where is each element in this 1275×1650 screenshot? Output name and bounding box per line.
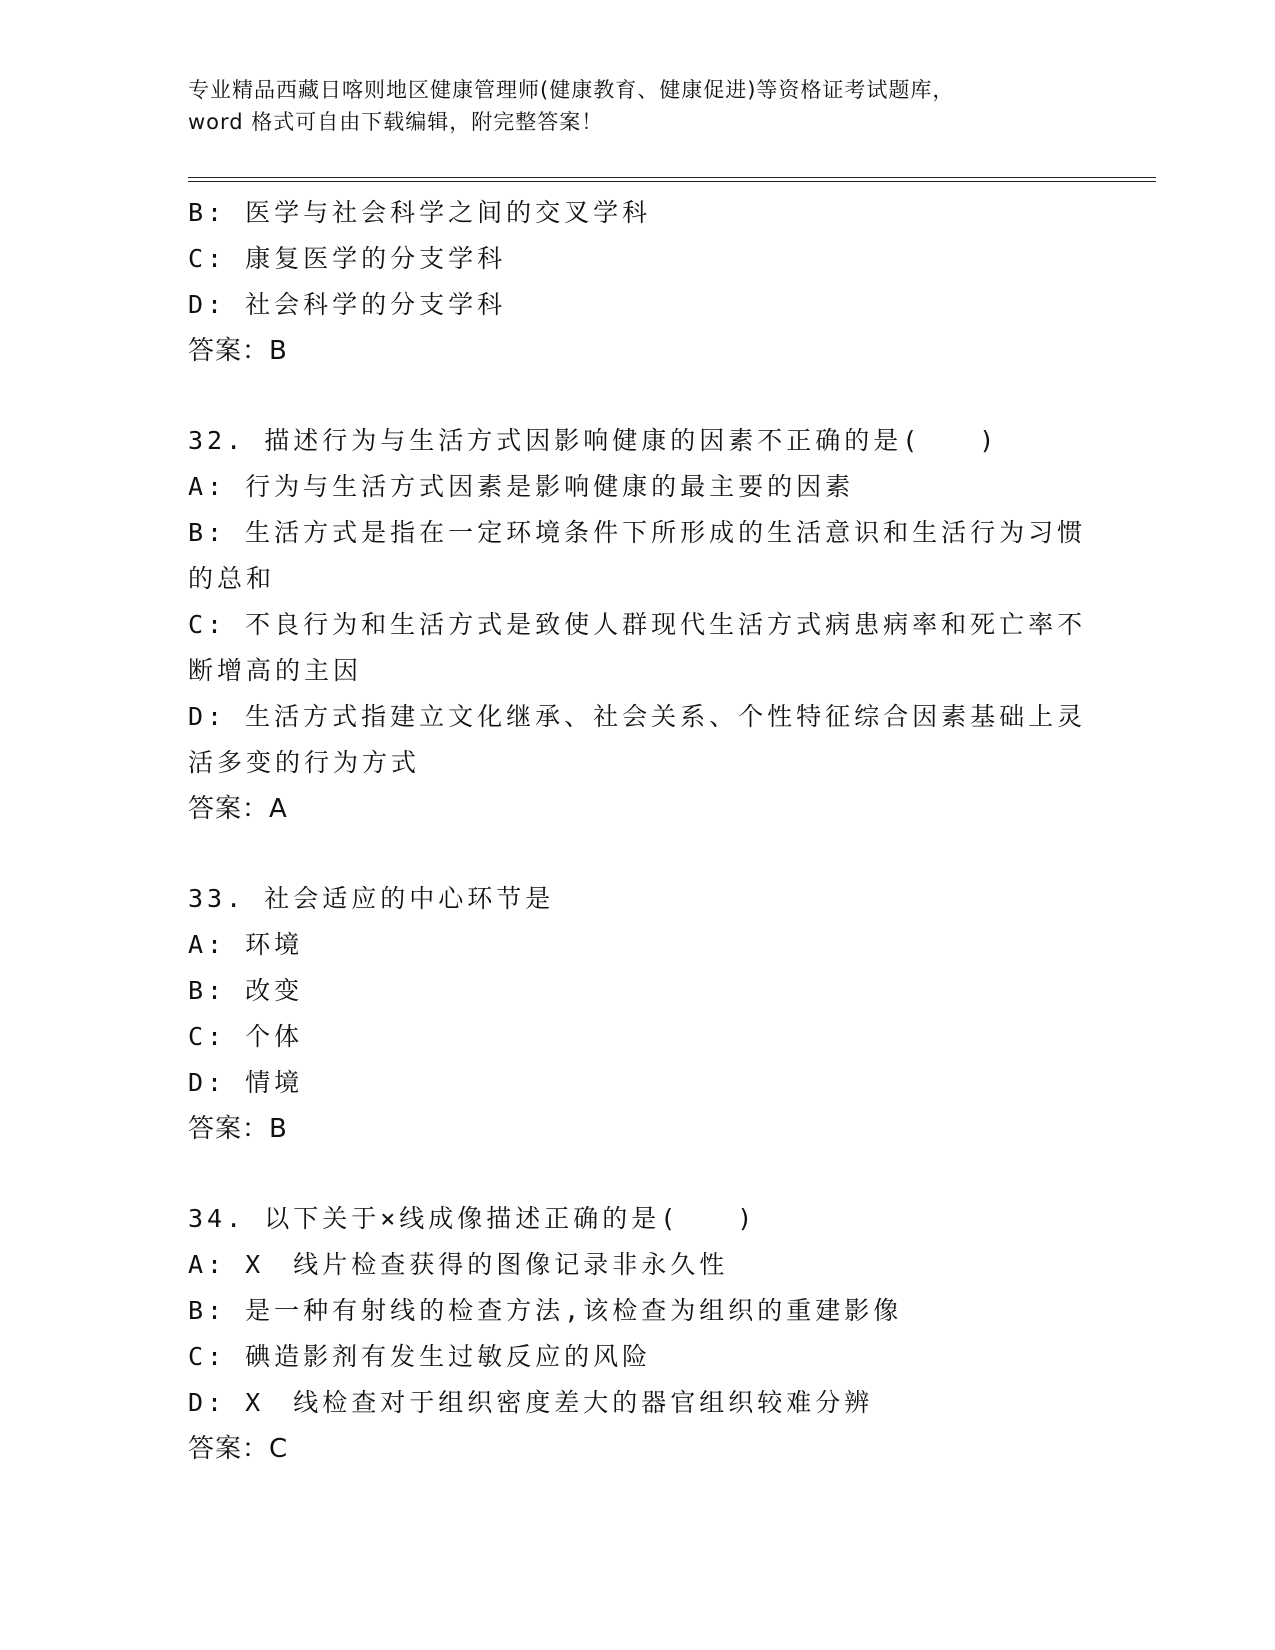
- q32-option-c-line-1: C: 不良行为和生活方式是致使人群现代生活方式病患病率和死亡率不: [188, 610, 1087, 639]
- q33-answer: 答案：B: [188, 1114, 288, 1144]
- q32-answer: 答案：A: [188, 794, 288, 824]
- q32-option-d-line-2: 活多变的行为方式: [188, 748, 421, 777]
- q34-option-d: D: X 线检查对于组织密度差大的器官组织较难分辨: [188, 1388, 874, 1417]
- q31-option-b: B: 医学与社会科学之间的交叉学科: [188, 198, 652, 227]
- header-divider: [188, 177, 1156, 182]
- header-line-1: 专业精品西藏日喀则地区健康管理师(健康教育、健康促进)等资格证考试题库，: [188, 78, 955, 102]
- q34-answer: 答案：C: [188, 1434, 289, 1464]
- q34-option-c: C: 碘造影剂有发生过敏反应的风险: [188, 1342, 652, 1371]
- q32-option-c-line-2: 断增高的主因: [188, 656, 363, 685]
- q33-option-c: C: 个体: [188, 1022, 304, 1051]
- q33-option-a: A: 环境: [188, 930, 304, 959]
- q32-option-b-line-1: B: 生活方式是指在一定环境条件下所形成的生活意识和生活行为习惯: [188, 518, 1087, 547]
- q34-question: 34. 以下关于×线成像描述正确的是( ): [188, 1204, 757, 1233]
- spacer: [188, 1152, 1088, 1196]
- header-line-2: word 格式可自由下载编辑，附完整答案！: [188, 110, 604, 134]
- q31-answer: 答案：B: [188, 336, 288, 366]
- q34-option-a: A: X 线片检查获得的图像记录非永久性: [188, 1250, 729, 1279]
- question-31: [188, 190, 1088, 374]
- q33-question: 33. 社会适应的中心环节是: [188, 884, 555, 913]
- spacer: [188, 832, 1088, 876]
- question-32: [188, 418, 1088, 832]
- q33-option-d: D: 情境: [188, 1068, 304, 1097]
- document-header: [188, 74, 1068, 138]
- q31-option-c: C: 康复医学的分支学科: [188, 244, 507, 273]
- q32-question: 32. 描述行为与生活方式因影响健康的因素不正确的是( ): [188, 426, 999, 455]
- question-list: [188, 190, 1088, 1472]
- q32-option-a: A: 行为与生活方式因素是影响健康的最主要的因素: [188, 472, 855, 501]
- question-34: [188, 1196, 1088, 1472]
- q32-option-b-line-2: 的总和: [188, 564, 276, 593]
- q33-option-b: B: 改变: [188, 976, 304, 1005]
- question-33: [188, 876, 1088, 1152]
- q34-option-b: B: 是一种有射线的检查方法,该检查为组织的重建影像: [188, 1296, 903, 1325]
- spacer: [188, 374, 1088, 418]
- q31-option-d: D: 社会科学的分支学科: [188, 290, 507, 319]
- q32-option-d-line-1: D: 生活方式指建立文化继承、社会关系、个性特征综合因素基础上灵: [188, 702, 1087, 731]
